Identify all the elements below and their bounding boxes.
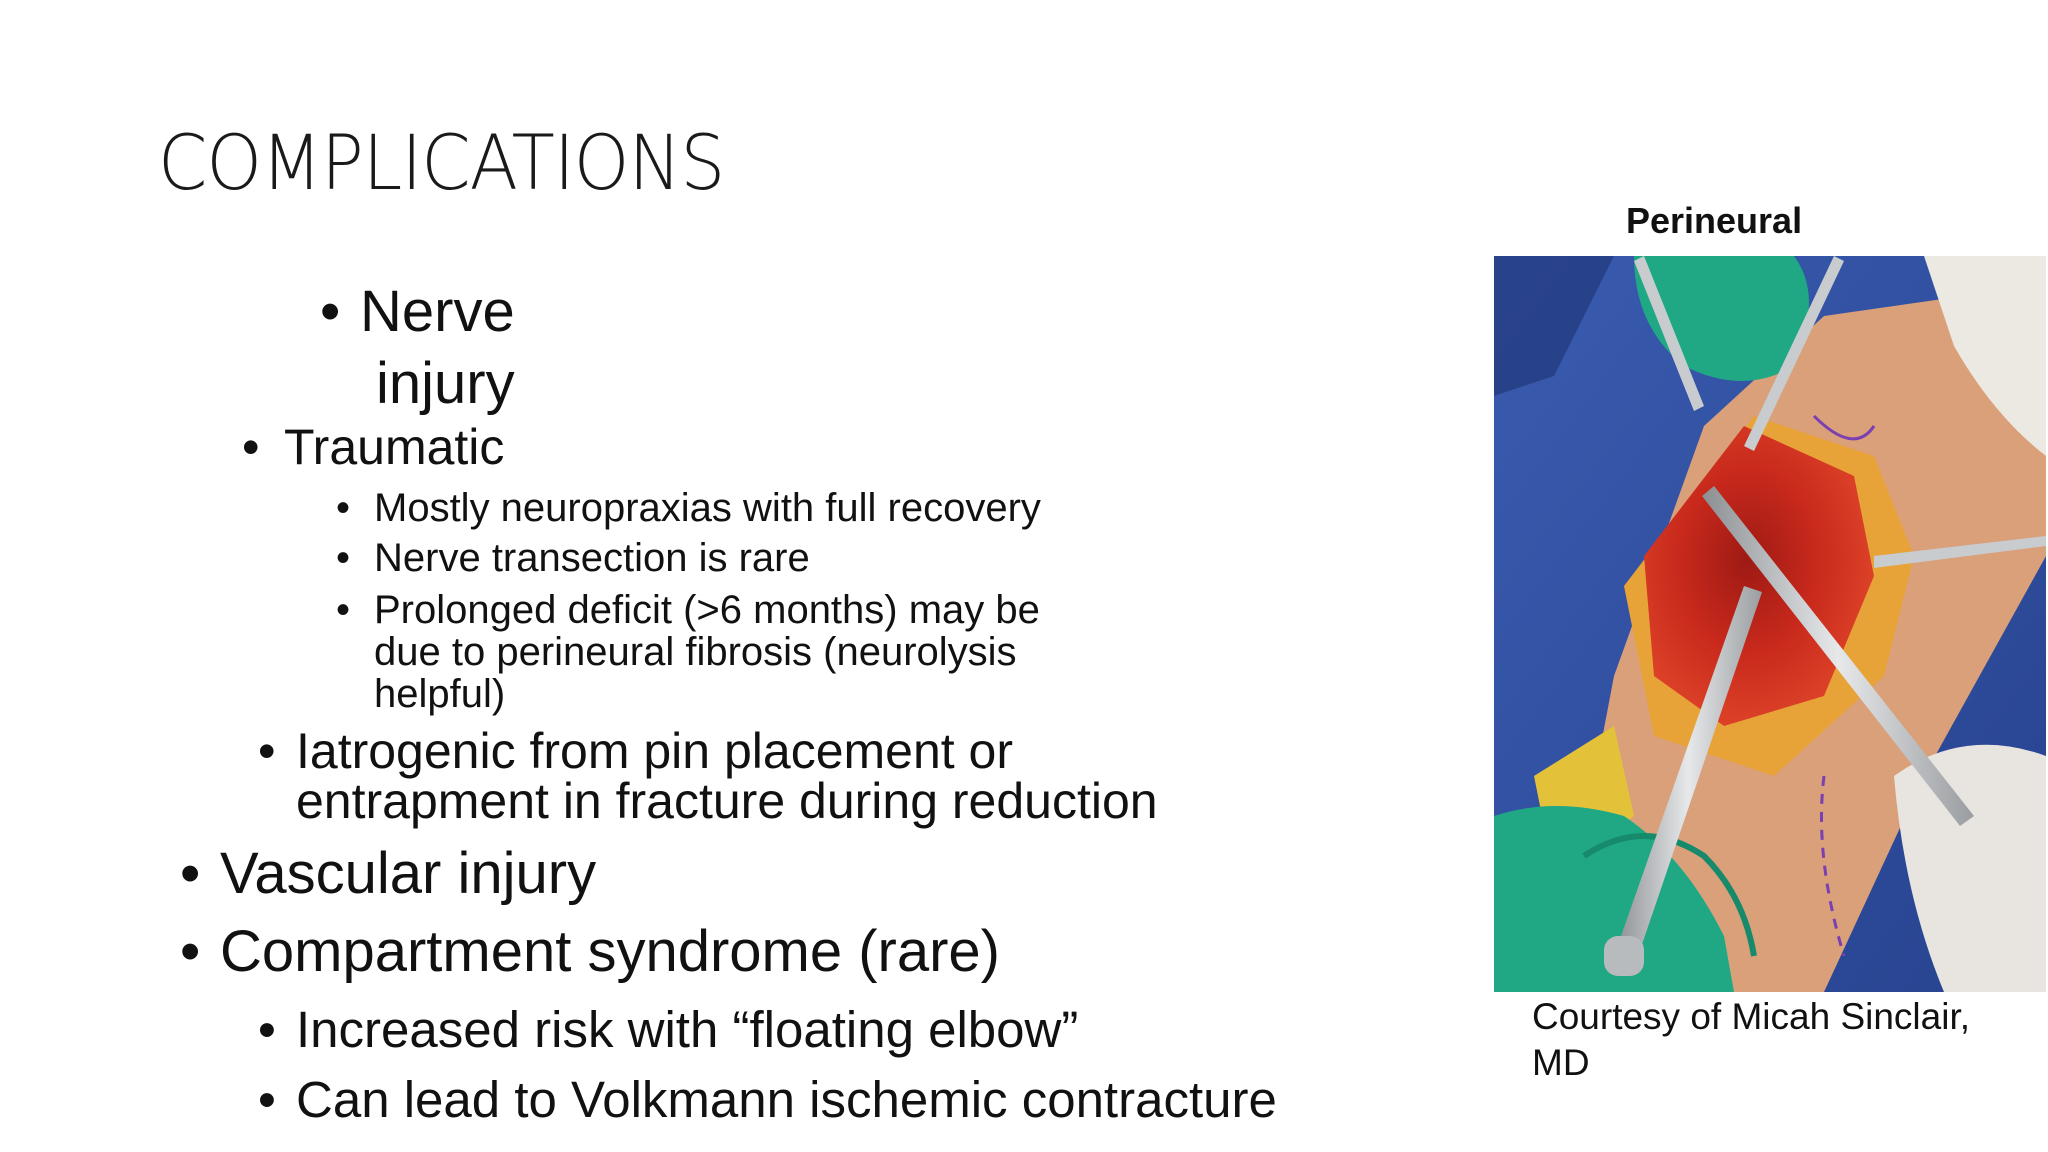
credit-line: Courtesy of Micah Sinclair, xyxy=(1532,996,1971,1037)
bullet-dot: • xyxy=(180,841,201,906)
figure-label: Perineural xyxy=(1626,200,1803,241)
bullet-text: Iatrogenic from pin placement or xyxy=(296,723,1014,779)
surgical-photo-illustration xyxy=(1494,256,2046,992)
bullet-dot: • xyxy=(242,419,260,475)
bullet-text: Increased risk with “floating elbow” xyxy=(296,1001,1079,1058)
bullet-dot: • xyxy=(336,486,351,530)
bullet-text: Can lead to Volkmann ischemic contracture xyxy=(296,1071,1277,1128)
bullet-dot: • xyxy=(258,1071,276,1128)
bullet-text: Vascular injury xyxy=(220,841,597,906)
bullet-text: Prolonged deficit (>6 months) may be xyxy=(374,588,1040,632)
bullet-text: due to perineural fibrosis (neurolysis xyxy=(374,630,1017,674)
bullet-text: entrapment in fracture during reduction xyxy=(296,773,1158,829)
bullet-text: injury xyxy=(376,351,515,416)
surgical-photo xyxy=(1494,256,2046,992)
bullet-text: helpful) xyxy=(374,672,506,716)
photo-credit xyxy=(1532,994,1970,1086)
bullet-dot: • xyxy=(336,536,351,580)
bullet-text: Traumatic xyxy=(284,419,505,475)
bullet-text: Nerve transection is rare xyxy=(374,536,810,580)
bullet-dot: • xyxy=(180,919,201,984)
bullet-dot: • xyxy=(336,588,351,632)
bullet-text: Compartment syndrome (rare) xyxy=(220,919,1000,984)
credit-line: MD xyxy=(1532,1042,1590,1083)
slide-title: COMPLICATIONS xyxy=(158,118,725,207)
bullet-text: Nerve xyxy=(360,279,515,344)
bullet-dot: • xyxy=(320,279,341,344)
bullet-dot: • xyxy=(258,1001,276,1058)
bullet-dot: • xyxy=(258,723,276,779)
bullet-text: Mostly neuropraxias with full recovery xyxy=(374,486,1041,530)
